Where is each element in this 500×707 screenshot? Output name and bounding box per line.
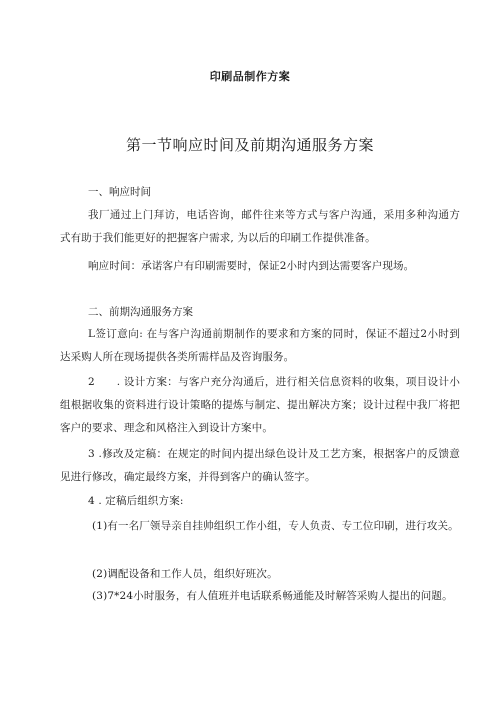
part2-item-3: 3 .修改及定稿：在规定的时间内提出绿色设计及工艺方案，根据客户的反馈意见进行修改，确定最终方案，并得到客户的确认签字。 (60, 448, 460, 483)
part1-paragraph-2: 响应时间：承诺客户有印刷需要时，保证2小时内到达需要客户现场。 (88, 260, 415, 272)
part1-paragraph-1: 我厂通过上门拜访，电话咨询，邮件往来等方式与客户沟通，采用多种沟通方式有助于我们能更好的把握客户需求, 为以后的印刷工作提供准备。 (60, 209, 460, 244)
part2-item-2: 2 . 设计方案：与客户充分沟通后，进行相关信息资料的收集，项目设计小组根据收集的资料进行设计策略的提炼与制定、提出解决方案；设计过程中我厂将把客户的要求、理念和风格注入到设计方案中。 (60, 376, 460, 434)
part1-heading: 一、响应时间 (88, 186, 151, 198)
document-title: 印刷品制作方案 (209, 70, 291, 83)
section-title: 第一节响应时间及前期沟通服务方案 (125, 136, 374, 154)
part2-subitem-3: (3)7*24小时服务，有人值班并电话联系畅通能及时解答采购人提出的问题。 (92, 590, 453, 602)
part2-subitem-1: (1)有一名厂领导亲自挂帅组织工作小组，专人负责、专工位印刷，进行攻关。 (92, 520, 459, 532)
part2-item-4: 4 . 定稿后组织方案: (88, 495, 184, 507)
part2-heading: 二、前期沟通服务方案 (88, 306, 193, 318)
part2-item-1: L签订意向: 在与客户沟通前期制作的要求和方案的同时，保证不超过2小时到达采购人所在现场提供各类所需样品及咨询服务。 (60, 328, 460, 363)
part2-subitem-2: (2)调配设备和工作人员，组织好班次。 (92, 568, 278, 580)
